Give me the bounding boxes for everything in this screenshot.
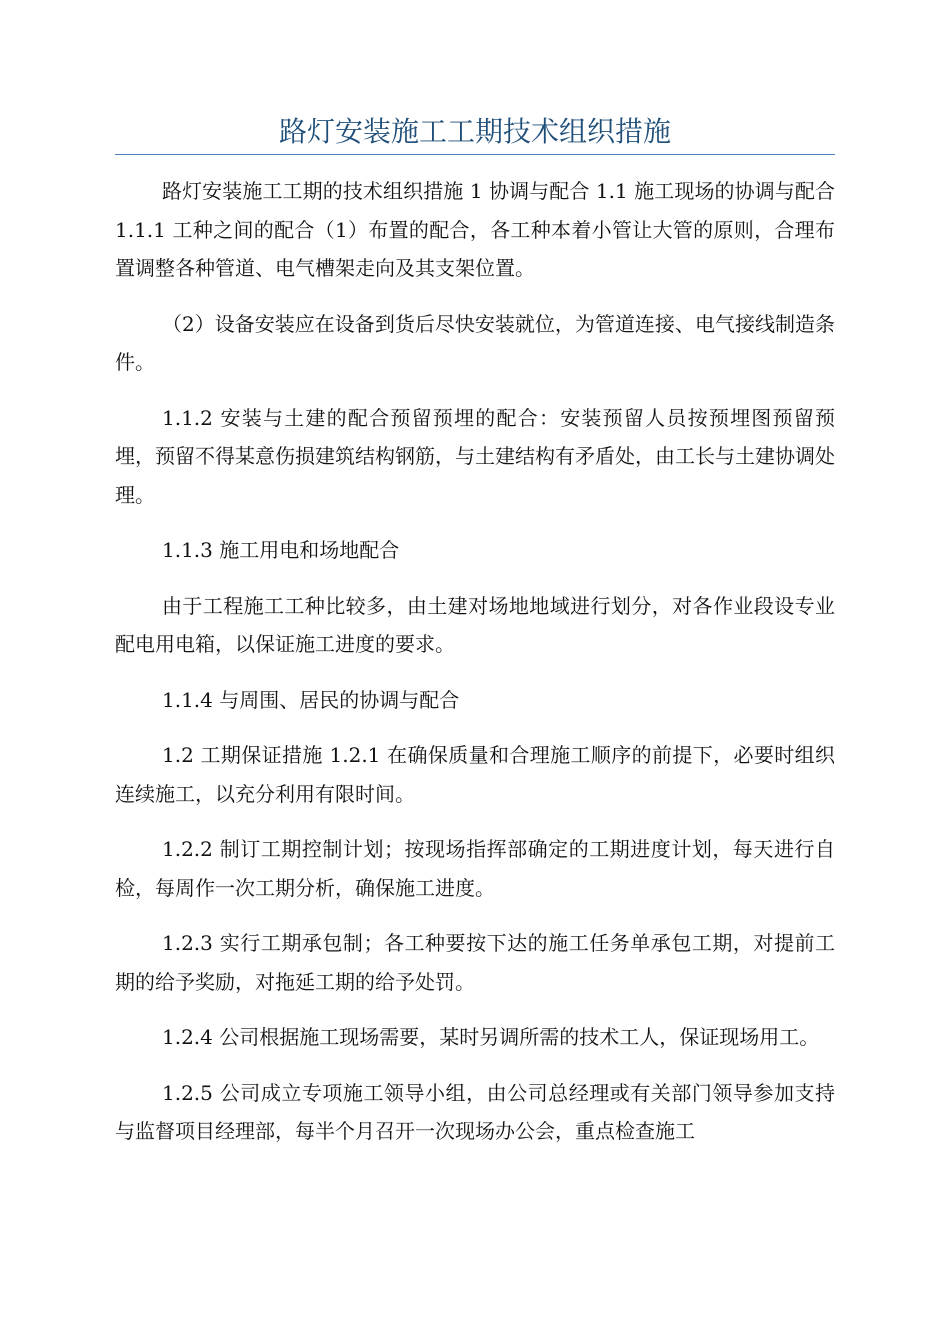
document-body — [115, 172, 835, 1168]
paragraph-6: 1.1.4 与周围、居民的协调与配合 — [162, 687, 460, 712]
paragraph-2: （2）设备安装应在设备到货后尽快安装就位，为管道连接、电气接线制造条件。 — [115, 311, 835, 374]
paragraph-1: 路灯安装施工工期的技术组织措施 1 协调与配合 1.1 施工现场的协调与配合 1.1.1 工种之间的配合（1）布置的配合，各工种本着小管让大管的原则，合理布置调整各种管道、电气槽架走向及其支架位置。 — [115, 179, 835, 280]
paragraph-9: 1.2.3 实行工期承包制；各工种要按下达的施工任务单承包工期，对提前工期的给予奖励，对拖延工期的给予处罚。 — [115, 931, 835, 994]
paragraph-4: 1.1.3 施工用电和场地配合 — [162, 538, 400, 562]
document-title: 路灯安装施工工期技术组织措施 — [278, 115, 671, 148]
title-underline — [115, 154, 835, 155]
paragraph-5: 由于工程施工工种比较多，由土建对场地地域进行划分，对各作业段设专业配电用电箱，以保证施工进度的要求。 — [115, 593, 835, 656]
paragraph-11: 1.2.5 公司成立专项施工领导小组，由公司总经理或有关部门领导参加支持与监督项目经理部，每半个月召开一次现场办公会，重点检查施工 — [115, 1080, 835, 1143]
paragraph-3: 1.1.2 安装与土建的配合预留预埋的配合：安装预留人员按预埋图预留预埋，预留不得某意伤损建筑结构钢筋，与土建结构有矛盾处，由工长与土建协调处理。 — [115, 405, 835, 507]
paragraph-7: 1.2 工期保证措施 1.2.1 在确保质量和合理施工顺序的前提下，必要时组织连续施工，以充分利用有限时间。 — [115, 743, 835, 806]
paragraph-8: 1.2.2 制订工期控制计划；按现场指挥部确定的工期进度计划，每天进行自检，每周作一次工期分析，确保施工进度。 — [115, 837, 835, 900]
paragraph-10: 1.2.4 公司根据施工现场需要，某时另调所需的技术工人，保证现场用工。 — [162, 1025, 820, 1049]
